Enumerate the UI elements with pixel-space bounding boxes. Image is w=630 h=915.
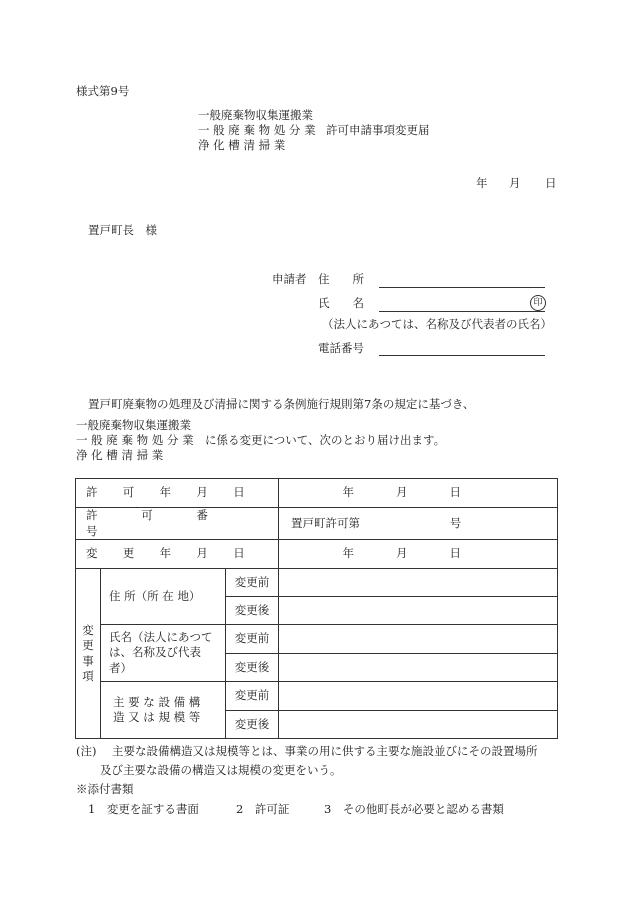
form-number: 様式第9号 (76, 84, 130, 98)
equipment-before-value[interactable] (279, 682, 558, 711)
attachments-label: ※添付書類 (76, 782, 134, 796)
body-intro: 置戸町廃棄物の処理及び清掃に関する条例施行規則第7条の規定に基づき、 (88, 397, 475, 411)
before-label: 変更前 (226, 569, 279, 597)
after-label: 変更後 (226, 654, 279, 682)
change-form-table (75, 478, 558, 739)
body-closing: に係る変更について、次のとおり届け出ます。 (205, 433, 446, 447)
permit-day: 日 (449, 485, 462, 500)
attachment-item-2: 2 許可証 (236, 802, 290, 816)
title-biz-line-1: 一般廃棄物収集運搬業 (198, 108, 313, 122)
permit-date-value[interactable] (279, 479, 558, 508)
after-label: 変更後 (226, 597, 279, 625)
seal-mark: 印 (530, 295, 546, 311)
change-date-label: 変 更 年 月 日 (76, 540, 279, 569)
attachment-item-3: 3 その他町長が必要と認める書類 (324, 802, 504, 816)
change-items-char-3: 事 (82, 653, 94, 668)
before-label: 変更前 (226, 682, 279, 711)
title-biz-line-3: 浄 化 槽 清 掃 業 (198, 138, 286, 152)
phone-label: 電話番号 (318, 341, 364, 355)
attachment-item-1: 1 変更を証する書面 (88, 802, 199, 816)
change-items-char-2: 更 (82, 638, 94, 653)
addressee: 置戸町長 様 (88, 223, 157, 237)
body-biz-line-1: 一般廃棄物収集運搬業 (76, 418, 191, 432)
change-item-row (76, 569, 558, 597)
name-label: 氏 名 (318, 296, 364, 310)
applicant-label: 申請者 (272, 272, 307, 286)
after-label: 変更後 (226, 711, 279, 739)
permit-number-row (76, 508, 558, 540)
address-label: 住 所 (318, 272, 364, 286)
permit-number-label: 許 可 番 号 (76, 508, 279, 540)
permit-number-suffix: 号 (449, 515, 462, 530)
item-equipment-label: 主 要 な 設 備 構 造 又 は 規 模 等 (101, 682, 226, 739)
date-day: 日 (545, 176, 557, 190)
change-item-row (76, 682, 558, 711)
title-suffix: 許可申請事項変更届 (326, 123, 430, 137)
name-line[interactable] (379, 311, 545, 312)
name-note: （法人にあつては、名称及び代表者の氏名） (322, 317, 552, 331)
phone-line[interactable] (379, 355, 545, 356)
change-month: 月 (396, 546, 408, 561)
name-after-value[interactable] (279, 654, 558, 682)
note-label: (注) (76, 744, 97, 758)
change-items-label (76, 569, 101, 739)
item-address-label: 住 所（所 在 地） (101, 569, 226, 625)
change-day: 日 (449, 546, 462, 561)
body-biz-line-3: 浄 化 槽 清 掃 業 (76, 448, 164, 462)
date-month: 月 (509, 176, 521, 190)
note-line-1: 主要な設備構造又は規模等とは、事業の用に供する主要な施設並びにその設置場所 (112, 744, 538, 758)
change-items-char-1: 変 (82, 622, 94, 637)
date-year: 年 (476, 176, 488, 190)
change-date-value[interactable] (279, 540, 558, 569)
change-date-row (76, 540, 558, 569)
note-line-2: 及び主要な設備の構造又は規模の変更をいう。 (100, 763, 342, 777)
address-after-value[interactable] (279, 597, 558, 625)
name-before-value[interactable] (279, 625, 558, 654)
permit-year: 年 (342, 485, 355, 500)
change-year: 年 (342, 546, 355, 561)
permit-number-value[interactable] (279, 508, 558, 540)
permit-month: 月 (396, 485, 408, 500)
item-name-label: 氏名（法人にあつて は、名称及び代表者） (101, 625, 226, 682)
permit-date-label: 許 可 年 月 日 (76, 479, 279, 508)
permit-date-row (76, 479, 558, 508)
address-line[interactable] (379, 287, 545, 288)
address-before-value[interactable] (279, 569, 558, 597)
title-biz-line-2: 一 般 廃 棄 物 処 分 業 (198, 123, 316, 137)
before-label: 変更前 (226, 625, 279, 654)
change-item-row (76, 625, 558, 654)
body-biz-line-2: 一 般 廃 棄 物 処 分 業 (76, 433, 194, 447)
permit-number-prefix: 置戸町許可第 (291, 515, 361, 530)
change-items-char-4: 項 (82, 669, 94, 684)
equipment-after-value[interactable] (279, 711, 558, 739)
